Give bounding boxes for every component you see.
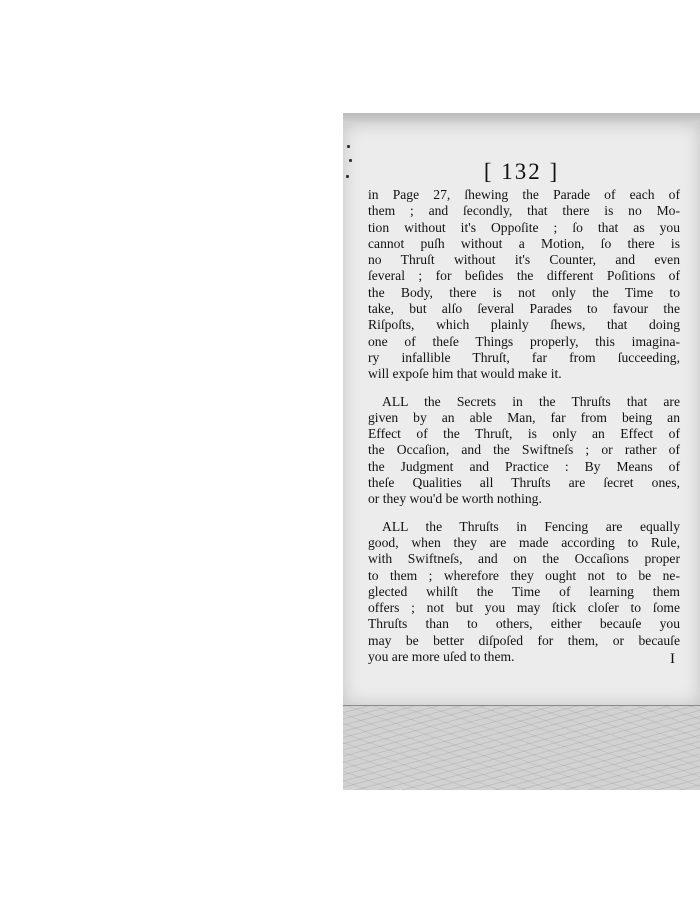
text-line: Effect of the Thruſt, is only an Effect of	[368, 426, 680, 442]
text-line: in Page 27, ſhewing the Parade of each of	[368, 187, 680, 202]
page-number: [ 132 ]	[483, 159, 560, 184]
text-line: Riſpoſts, which plainly ſhews, that doing	[368, 317, 680, 333]
paragraph-3-body	[368, 535, 680, 665]
paragraph-3	[368, 519, 680, 535]
paragraph-1	[368, 187, 680, 383]
paragraph-gap	[368, 383, 680, 394]
text-line: no Thruſt without it's Counter, and even	[368, 252, 680, 268]
text-line: ry infallible Thruſt, far from ſucceeding,	[368, 349, 680, 365]
body-text	[368, 187, 680, 665]
text-line: offers ; not but you may ſtick cloſer to ſome	[368, 600, 680, 616]
catchword: I	[670, 651, 675, 667]
text-line: glected whilſt the Time of learning them	[368, 583, 680, 599]
text-line: ALL the Thruſts in Fencing are equally	[382, 518, 680, 534]
text-line: may be better diſpoſed for them, or becauſe	[368, 632, 680, 648]
text-line: Thruſts than to others, either becauſe you	[368, 616, 680, 632]
text-line: theſe Qualities all Thruſts are ſecret ones,	[368, 475, 680, 491]
text-line: them ; and ſecondly, that there is no Mo-	[368, 203, 680, 219]
paper-texture-below-page	[343, 705, 700, 790]
page-top-edge	[343, 113, 700, 123]
text-line: cannot puſh without a Motion, ſo there is	[368, 235, 680, 251]
text-line: ALL the Secrets in the Thruſts that are	[382, 393, 680, 409]
text-line: given by an able Man, far from being an	[368, 409, 680, 425]
text-line: will expoſe him that would make it.	[368, 366, 562, 382]
text-line: the Occaſion, and the Swiftneſs ; or rather of	[368, 442, 680, 458]
book-page	[343, 123, 700, 705]
text-line: the Body, there is not only the Time to	[368, 284, 680, 300]
text-line: you are more uſed to them.	[368, 649, 515, 665]
text-line: to them ; wherefore they ought not to be ne-	[368, 567, 680, 583]
paragraph-gap	[368, 508, 680, 519]
text-line: with Swiftneſs, and on the Occaſions proper	[368, 551, 680, 567]
text-line: the Judgment and Practice : By Means of	[368, 458, 680, 474]
paragraph-2-body	[368, 410, 680, 508]
text-line: good, when they are made according to Rule,	[368, 534, 680, 550]
text-line: one of theſe Things properly, this imagina-	[368, 333, 680, 349]
text-line: tion without it's Oppoſite ; ſo that as you	[368, 219, 680, 235]
scanned-page-image	[343, 113, 700, 790]
speck	[347, 145, 350, 148]
text-line: or they wou'd be worth nothing.	[368, 491, 542, 507]
text-line: ſeveral ; for beſides the different Poſitions of	[368, 268, 680, 284]
paragraph-2	[368, 394, 680, 410]
text-line: take, but alſo ſeveral Parades to favour the	[368, 301, 680, 317]
